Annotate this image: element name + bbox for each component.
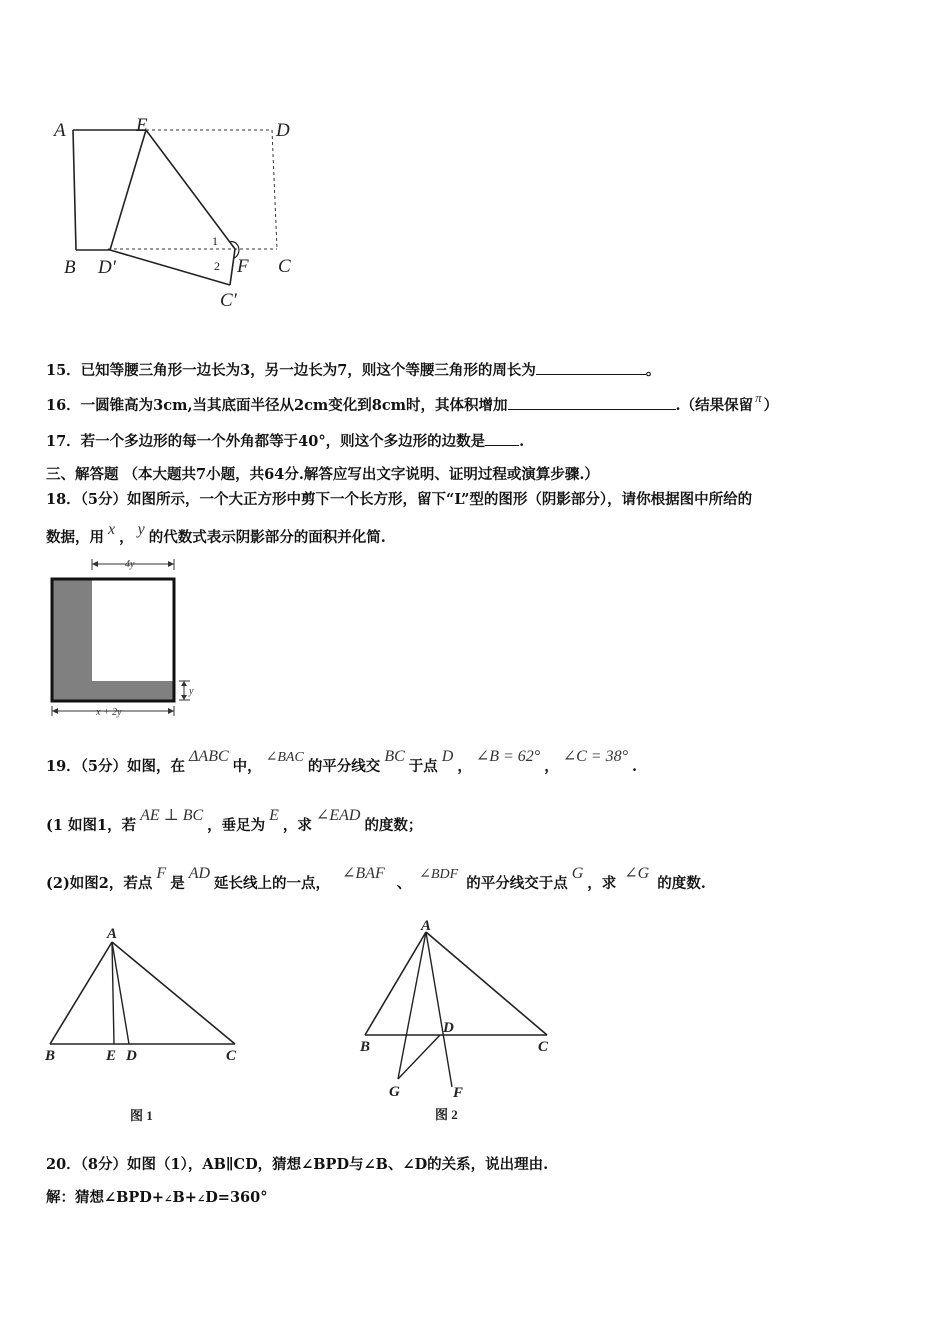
fig1-bisector-ad: [112, 942, 129, 1044]
fold-label-2: 2: [214, 259, 220, 273]
fold-label-1: 1: [212, 234, 218, 248]
question-19-part2: [46, 865, 706, 895]
question-16: [46, 390, 779, 416]
fig2-label-g: G: [389, 1084, 400, 1100]
fold-label-a: A: [54, 120, 66, 141]
fig2-bisector-dg: [398, 1035, 440, 1079]
q19-text-2: 中，: [232, 758, 262, 775]
small-angle-symbol-2: ∠: [196, 1194, 206, 1205]
fig2-label-f: F: [453, 1085, 464, 1101]
fig2-label-c: C: [538, 1039, 549, 1055]
angle-b-value: ∠B = 62°: [475, 748, 541, 765]
fig1-label-e: E: [106, 1048, 117, 1064]
question-18-sep: ，: [119, 529, 134, 546]
fig1-label-b: B: [45, 1048, 56, 1064]
label-y-side: y: [189, 686, 194, 697]
fold-label-e: E: [136, 115, 148, 136]
fig1-label-a: A: [107, 926, 118, 942]
point-g: G: [571, 865, 584, 882]
answer-blank-15: [536, 360, 646, 375]
label-x-plus-2y: x + 2y: [96, 707, 122, 718]
triangle-figure-1: [40, 920, 260, 1130]
q19-text-4: 于点: [408, 758, 438, 775]
question-16-text: 16．一圆锥高为3cm,当其底面半径从2cm变化到8cm时，其体积增加: [46, 397, 508, 414]
fig1-side-ac: [112, 942, 235, 1044]
fig1-label-c: C: [226, 1048, 237, 1064]
fold-label-b: B: [64, 257, 76, 278]
fold-edge-c1f: [230, 249, 235, 285]
q19-text-3: 的平分线交: [307, 758, 381, 775]
fold-dashed-dc: [272, 130, 277, 249]
q19-text-6: ，: [544, 758, 559, 775]
q19-p2-text-a: (2)如图2，若点: [46, 875, 153, 892]
fig1-altitude-ae: [112, 942, 114, 1044]
question-18-line2-b: 的代数式表示阴影部分的面积并化简.: [148, 529, 386, 546]
var-y: y: [137, 521, 145, 538]
question-15-end: 。: [645, 362, 661, 379]
angle-bdf: ∠BDF: [419, 867, 459, 882]
q19-p1-text-b: ，垂足为: [207, 817, 266, 834]
triangle-abc: ΔABC: [189, 748, 229, 765]
question-16-close: ）: [763, 397, 779, 414]
angle-g: ∠G: [624, 865, 650, 882]
point-f: F: [156, 865, 167, 882]
fig2-caption: 图 2: [435, 1107, 458, 1122]
fold-label-c-prime: C′: [220, 290, 237, 311]
q19-text-5: ，: [457, 758, 472, 775]
q19-p2-text-c: 延长线上的一点，: [214, 875, 331, 892]
question-15-text: 15．已知等腰三角形一边长为3，另一边长为7，则这个等腰三角形的周长为: [46, 362, 536, 379]
angle-bac: ∠BAC: [265, 750, 304, 765]
section-3-heading: 三、解答题 （本大题共7小题，共64分.解答应写出文字说明、证明过程或演算步骤.）: [46, 466, 599, 483]
q19-p1-text-c: ，求: [282, 817, 312, 834]
var-x: x: [108, 521, 116, 538]
fold-edge-ab: [73, 130, 76, 250]
question-15: [46, 360, 660, 381]
q19-p2-text-b: 是: [170, 875, 185, 892]
fold-figure: [40, 108, 310, 323]
q19-p2-text-f: ，求: [587, 875, 617, 892]
answer-part-a: 解：猜想∠BPD+: [46, 1189, 165, 1206]
answer-part-c: D=360°: [205, 1189, 268, 1206]
fig1-caption: 图 1: [130, 1108, 153, 1123]
question-16-end: .（结果保留: [675, 397, 754, 414]
question-20: 20．（8分）如图（1），AB∥CD，猜想∠BPD与∠B、∠D的关系，说出理由.: [46, 1156, 549, 1173]
fold-label-c: C: [278, 256, 291, 277]
angle-c-value: ∠C = 38°: [562, 748, 628, 765]
pi-symbol: π: [755, 390, 762, 405]
label-4y: 4y: [125, 559, 135, 570]
segment-ad: AD: [188, 865, 211, 882]
fig2-label-d: D: [443, 1020, 454, 1036]
angle-ead: ∠EAD: [315, 807, 361, 824]
q19-p2-text-e: 的平分线交于点: [466, 875, 568, 892]
question-17-text: 17．若一个多边形的每一个外角都等于40°，则这个多边形的边数是: [46, 433, 486, 450]
q19-text-7: .: [631, 758, 638, 775]
question-17: [46, 431, 524, 452]
point-e: E: [269, 807, 279, 824]
question-17-end: .: [519, 433, 525, 450]
point-d: D: [441, 748, 454, 765]
q19-p1-text-d: 的度数；: [364, 817, 423, 834]
fold-label-d: D: [276, 120, 290, 141]
segment-bc: BC: [384, 748, 405, 765]
question-19-stem: [46, 748, 638, 778]
ae-perp-bc: AE ⊥ BC: [140, 807, 204, 824]
fig2-bisector-ag: [398, 932, 426, 1079]
fold-label-d-prime: D′: [98, 257, 116, 278]
answer-blank-16: [508, 395, 676, 410]
small-angle-symbol-1: ∠: [164, 1194, 173, 1205]
q19-p2-text-g: 的度数.: [657, 875, 706, 892]
triangle-figure-2: [355, 915, 565, 1130]
q19-p1-text-a: (1 如图1，若: [46, 817, 137, 834]
question-19-part1: [46, 807, 423, 836]
fold-edge-d1c1: [110, 250, 230, 285]
angle-baf: ∠BAF: [342, 865, 385, 882]
fig2-label-b: B: [360, 1039, 371, 1055]
fig1-side-ab: [50, 942, 112, 1044]
answer-part-b: B+: [172, 1189, 197, 1206]
question-18-line2-a: 数据，用: [46, 529, 104, 546]
fold-label-f: F: [237, 256, 249, 277]
fig1-label-d: D: [126, 1048, 137, 1064]
q19-p2-text-d: 、: [396, 875, 412, 892]
question-18-line1: 18．（5分）如图所示，一个大正方形中剪下一个长方形，留下“L”型的图形（阴影部分），请你根据图中所给的: [46, 491, 753, 508]
fig2-label-a: A: [421, 918, 432, 934]
fold-edge-ef: [146, 130, 235, 249]
answer-blank-17: [485, 431, 519, 446]
l-shape-figure: [44, 555, 214, 725]
q19-text-1: 19．（5分）如图，在: [46, 758, 186, 775]
fold-edge-ed1: [110, 130, 146, 250]
question-18-line2: [46, 521, 386, 548]
answer-line: [46, 1188, 267, 1210]
fig2-ray-adf: [426, 932, 452, 1087]
